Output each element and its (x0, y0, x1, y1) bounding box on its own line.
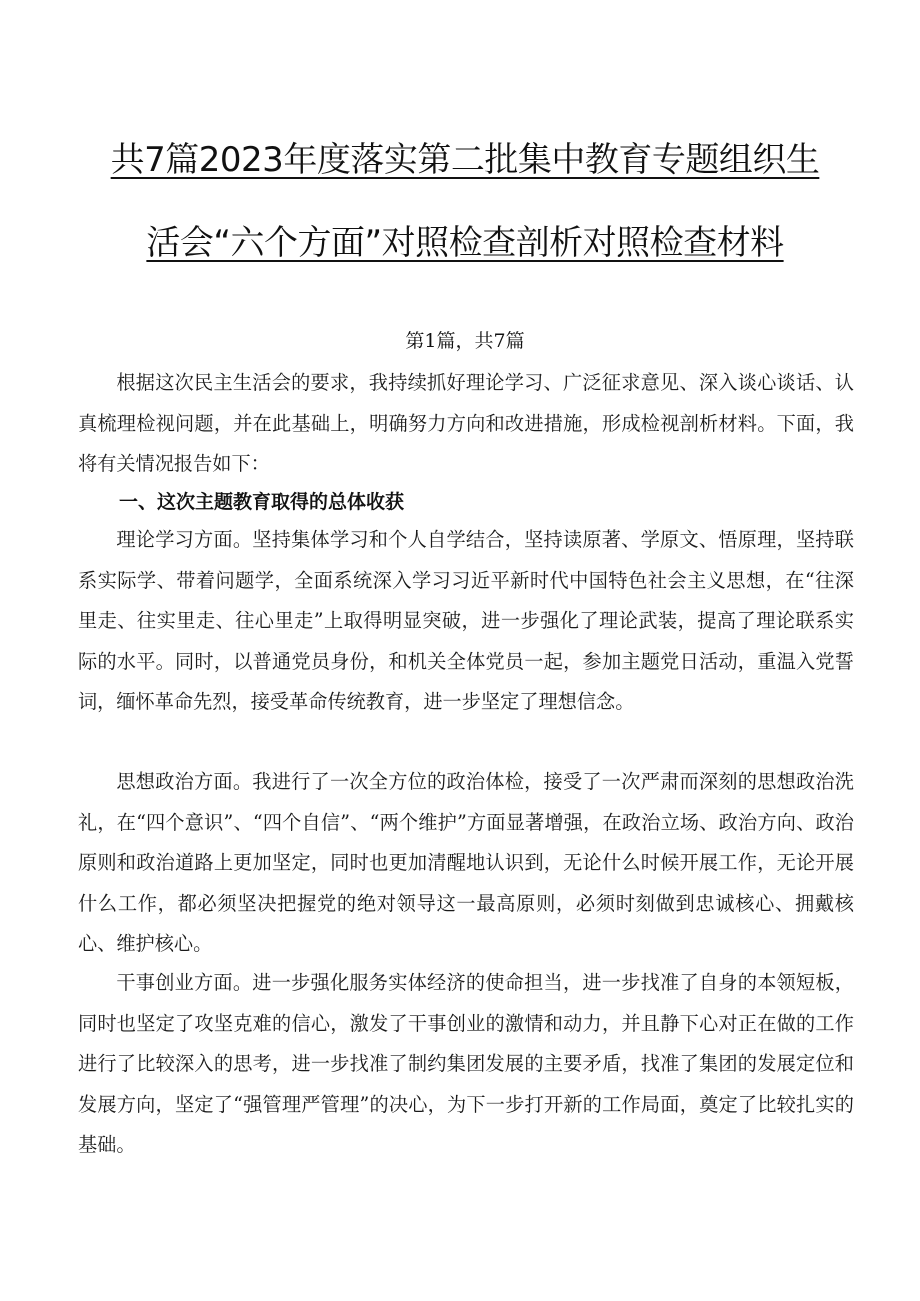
section-heading: 一、这次主题教育取得的总体收获 (119, 491, 405, 513)
document-title-line-2: 活会“六个方面”对照检查剖析对照检查材料 (146, 223, 784, 263)
document-title-line-1: 共7篇2023年度落实第二批集中教育专题组织生 (110, 140, 820, 180)
paragraph-theory-study: 理论学习方面。坚持集体学习和个人自学结合，坚持读原著、学原文、悟原理，坚持联系实际学、带着问题学，全面系统深入学习习近平新时代中国特色社会主义思想，在“往深里走、往实里走、往心里走”上取得明显突破，进一步强化了理论武装，提高了理论联系实际的水平。同时，以普通党员身份，和机关全体党员一起，参加主题党日活动，重温入党誓词，缅怀革命先烈，接受革命传统教育，进一步坚定了理想信念。 (78, 528, 854, 713)
intro-paragraph: 根据这次民主生活会的要求，我持续抓好理论学习、广泛征求意见、深入谈心谈话、认真梳理检视问题，并在此基础上，明确努力方向和改进措施，形成检视剖析材料。下面，我将有关情况报告如下： (78, 371, 854, 475)
paragraph-political-thought: 思想政治方面。我进行了一次全方位的政治体检，接受了一次严肃而深刻的思想政治洗礼，在“四个意识”、“四个自信”、“两个维护”方面显著增强，在政治立场、政治方向、政治原则和政治道路上更加坚定，同时也更加清醒地认识到，无论什么时候开展工作，无论开展什么工作，都必须坚决把握党的绝对领导这一最高原则，必须时刻做到忠诚核心、拥戴核心、维护核心。 (78, 770, 854, 955)
document-subtitle: 第1篇，共7篇 (405, 330, 525, 352)
paragraph-career: 干事创业方面。进一步强化服务实体经济的使命担当，进一步找准了自身的本领短板，同时也坚定了攻坚克难的信心，激发了干事创业的激情和动力，并且静下心对正在做的工作进行了比较深入的思考，进一步找准了制约集团发展的主要矛盾，找准了集团的发展定位和发展方向，坚定了“强管理严管理”的决心，为下一步打开新的工作局面，奠定了比较扎实的基础。 (78, 971, 854, 1156)
